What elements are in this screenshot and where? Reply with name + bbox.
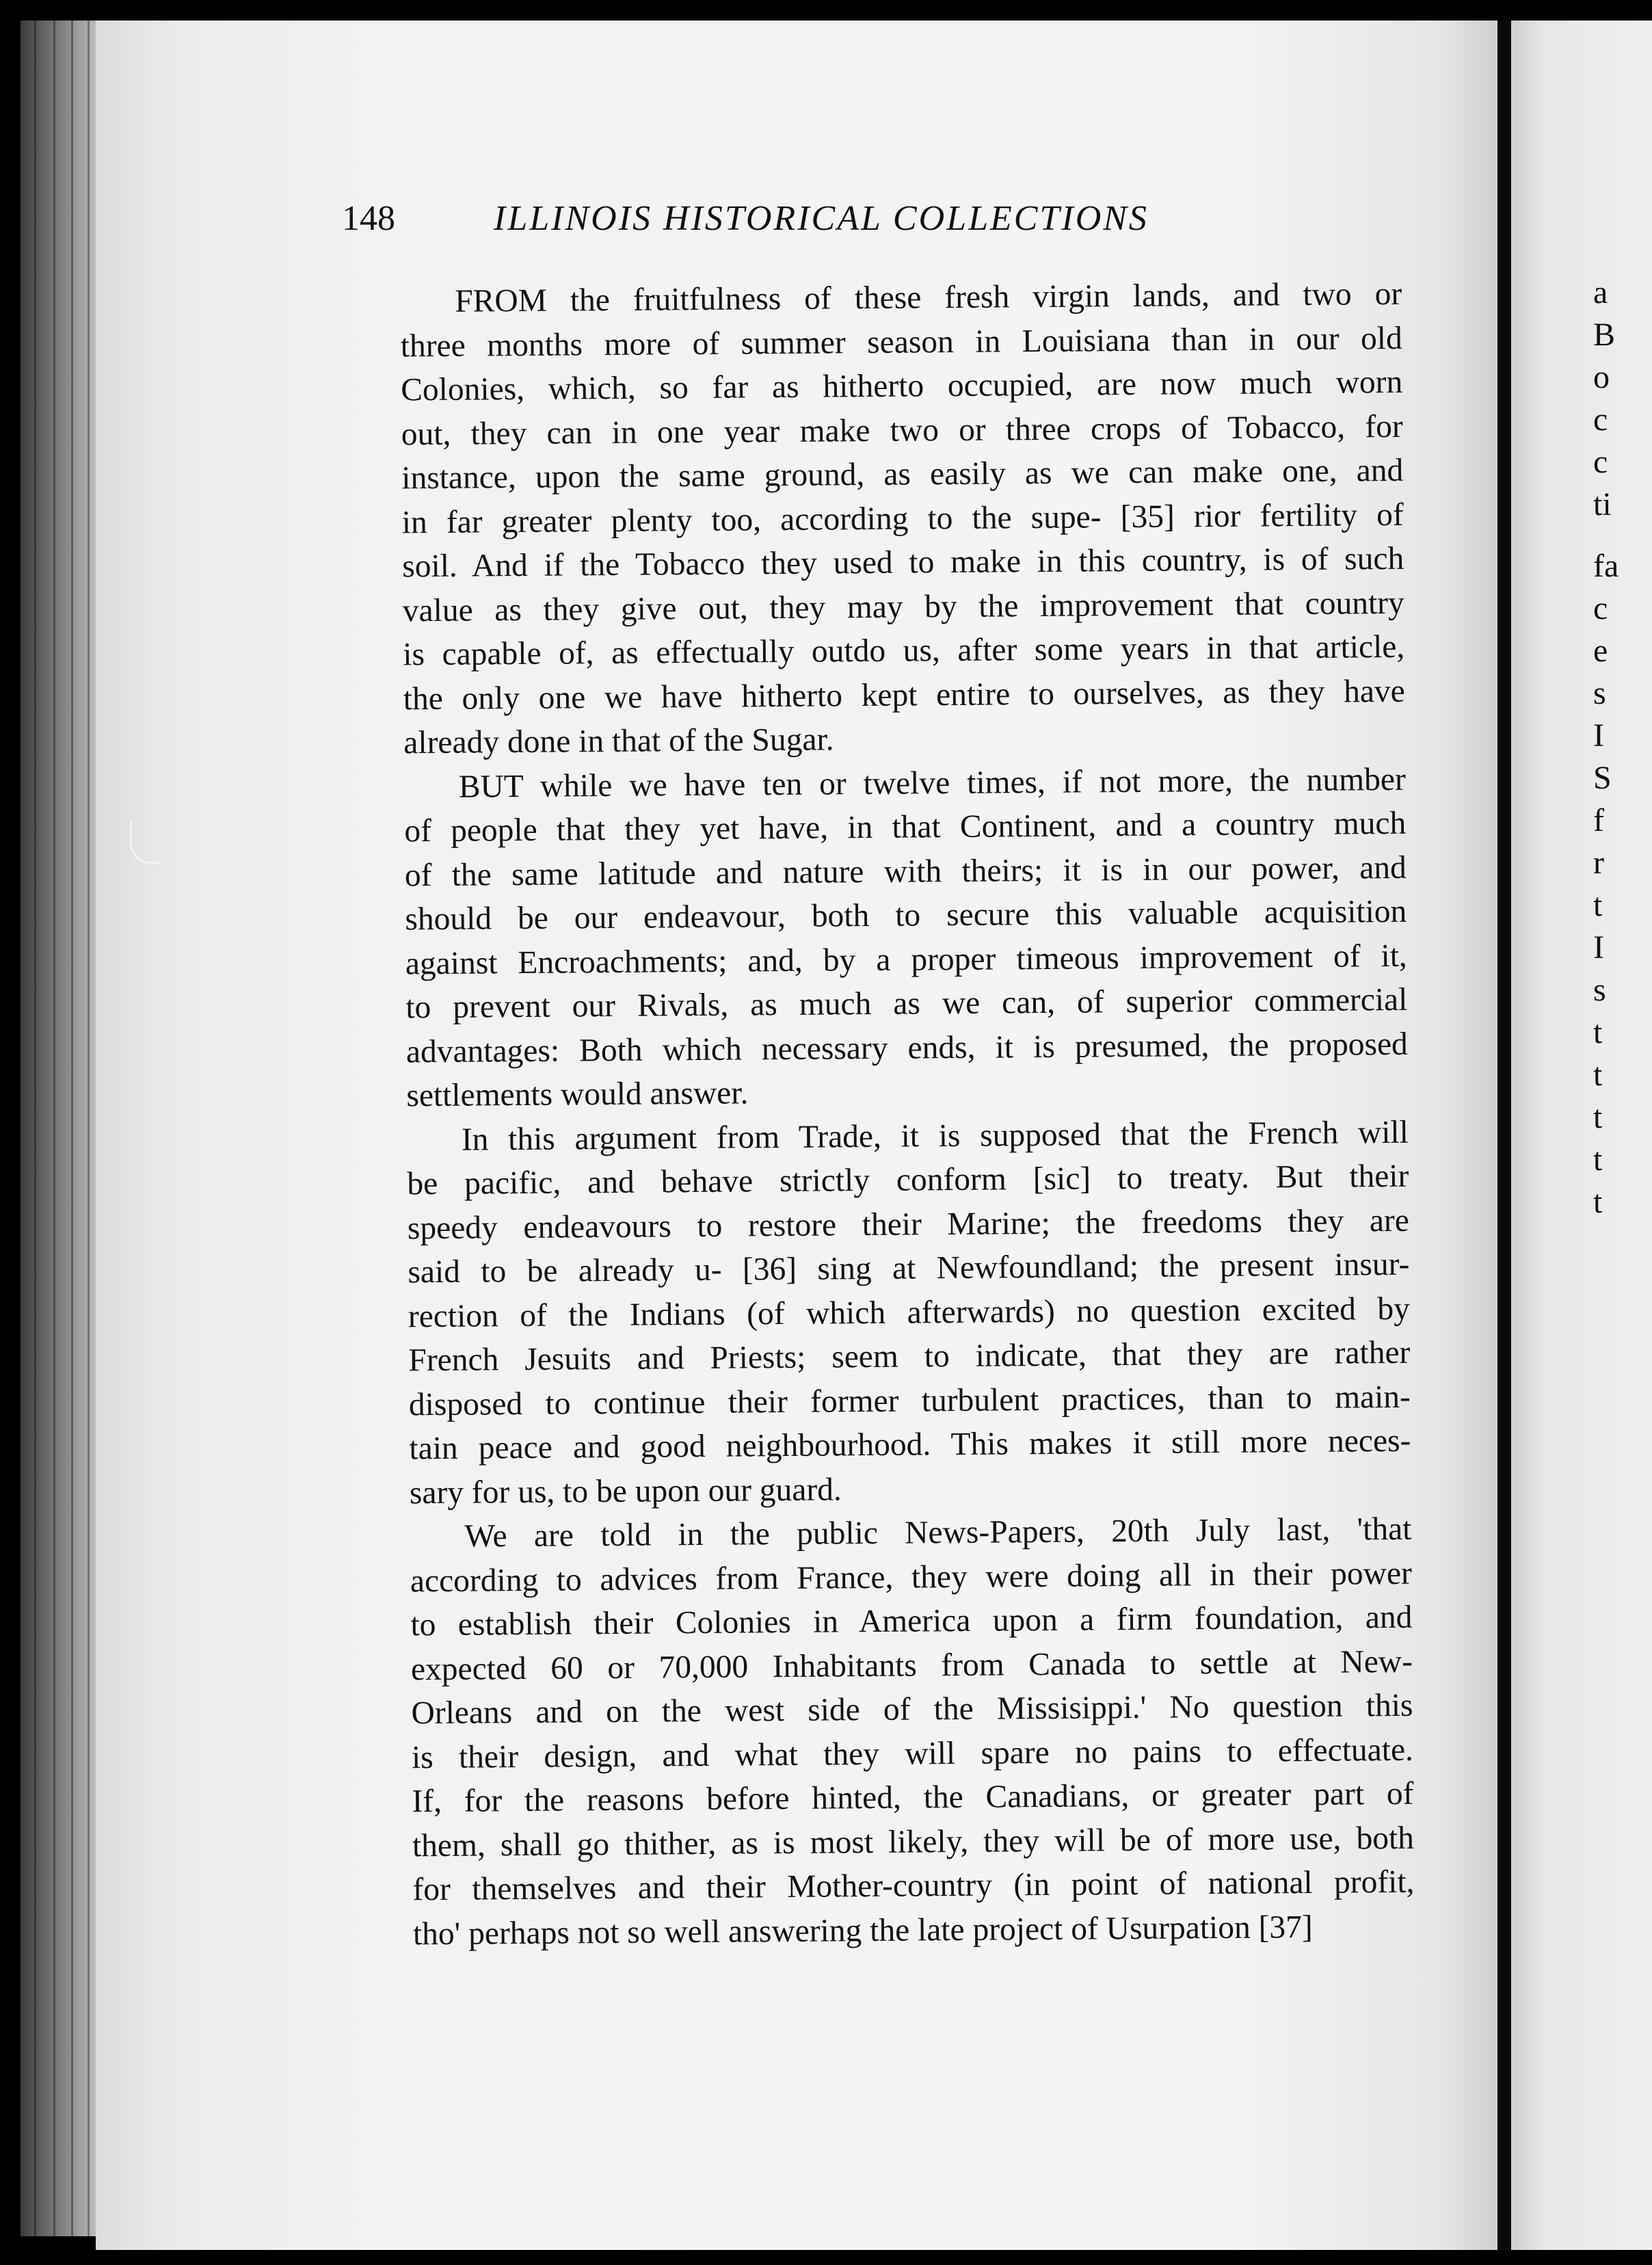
- adjacent-page-fragment: I: [1593, 717, 1604, 754]
- text-line: BUT while we have ten or twelve times, if not more, the number: [458, 761, 1406, 805]
- paragraph: [345, 272, 1406, 766]
- text-line: against Encroachments; and, by a proper timeous improvement of it,: [405, 938, 1408, 981]
- adjacent-page-fragment: f: [1593, 802, 1604, 838]
- running-head: ILLINOIS HISTORICAL COLLECTIONS: [494, 199, 1149, 238]
- text-line: should be our endeavour, both to secure this valuable acquisition: [405, 893, 1407, 938]
- text-line: expected 60 or 70,000 Inhabitants from Canada to settle at New-: [410, 1643, 1413, 1687]
- text-line: rection of the Indians (of which afterwards) no question excited by: [408, 1290, 1411, 1334]
- paragraph: [355, 1507, 1415, 1957]
- text-line: tain peace and good neighbourhood. This makes it still more neces-: [409, 1422, 1411, 1467]
- text-line: We are told in the public News-Papers, 20th July last, 'that: [464, 1511, 1412, 1554]
- text-line: advantages: Both which necessary ends, it is presumed, the proposed: [405, 1026, 1409, 1070]
- text-line: In this argument from Trade, it is supposed that the French will: [461, 1114, 1409, 1158]
- adjacent-page-fragment: ti: [1593, 486, 1612, 522]
- adjacent-page-fragment: e: [1593, 633, 1608, 669]
- adjacent-page: [1511, 21, 1652, 2250]
- text-line: disposed to continue their former turbulent practices, than to main-: [408, 1379, 1411, 1422]
- adjacent-page-fragment: t: [1593, 1184, 1603, 1220]
- adjacent-page-fragment: r: [1593, 845, 1604, 881]
- adjacent-page-fragment: c: [1593, 590, 1608, 626]
- paragraph: [349, 757, 1409, 1118]
- paragraph: [352, 1110, 1412, 1515]
- body-text: [345, 272, 1415, 1957]
- text-line: Colonies, which, so far as hitherto occupied, are now much worn: [401, 364, 1403, 408]
- text-line: soil. And if the Tobacco they used to make in this country, is of such: [402, 540, 1404, 585]
- adjacent-page-fragment: fa: [1593, 548, 1619, 584]
- adjacent-page-fragment: t: [1593, 1099, 1603, 1135]
- text-line: of people that they yet have, in that Continent, and a country much: [404, 805, 1407, 849]
- adjacent-page-fragment: B: [1593, 317, 1616, 353]
- text-line: sary for us, to be upon our guard.: [409, 1471, 842, 1511]
- adjacent-page-fragment: t: [1593, 1014, 1603, 1050]
- text-line: to prevent our Rivals, as much as we can, of superior commercial: [405, 981, 1408, 1026]
- text-line: three months more of summer season in Louisiana than in our old: [400, 320, 1402, 364]
- text-line: out, they can in one year make two or three crops of Tobacco, for: [401, 408, 1403, 452]
- text-line: value as they give out, they may by the improvement that country: [402, 585, 1404, 628]
- text-line: If, for the reasons before hinted, the Canadians, or greater part of: [412, 1775, 1414, 1820]
- text-line: Orleans and on the west side of the Missisippi.' No question this: [411, 1687, 1413, 1732]
- adjacent-page-fragment: c: [1593, 444, 1608, 480]
- text-line: already done in that of the Sugar.: [403, 721, 834, 761]
- text-line: according to advices from France, they were doing all in their power: [410, 1555, 1413, 1599]
- page-number: 148: [342, 199, 395, 238]
- adjacent-page-fragment: S: [1593, 760, 1612, 796]
- text-line: is their design, and what they will spare no pains to effectuate.: [411, 1732, 1414, 1775]
- adjacent-page-fragment: o: [1593, 359, 1610, 395]
- text-line: French Jesuits and Priests; seem to indicate, that they are rather: [408, 1334, 1411, 1379]
- text-line: FROM the fruitfulness of these fresh virgin lands, and two or: [455, 276, 1402, 319]
- text-line: speedy endeavours to restore their Marine; the freedoms they are: [407, 1202, 1410, 1246]
- text-line: instance, upon the same ground, as easily as we can make one, and: [401, 452, 1404, 496]
- adjacent-page-fragment: c: [1593, 401, 1608, 438]
- adjacent-page-fragment: t: [1593, 887, 1603, 923]
- text-line: of the same latitude and nature with theirs; it is in our power, and: [404, 849, 1407, 893]
- text-line: be pacific, and behave strictly conform [sic] to treaty. But their: [407, 1158, 1409, 1202]
- adjacent-page-fragment: s: [1593, 675, 1606, 711]
- adjacent-page-fragment: s: [1593, 972, 1606, 1008]
- text-line: is capable of, as effectually outdo us, after some years in that article,: [403, 628, 1405, 673]
- adjacent-page-fragment: t: [1593, 1057, 1603, 1093]
- text-line: them, shall go thither, as is most likely, they will be of more use, both: [412, 1820, 1415, 1864]
- text-line: in far greater plenty too, according to the supe- [35] rior fertility of: [401, 496, 1404, 540]
- adjacent-page-fragment: t: [1593, 1141, 1603, 1178]
- adjacent-page-fragment: a: [1593, 274, 1608, 310]
- book-gutter: [1497, 21, 1511, 2250]
- text-line: for themselves and their Mother-country (in point of national profit,: [412, 1864, 1415, 1908]
- text-line: to establish their Colonies in America upon a firm foundation, and: [410, 1599, 1413, 1643]
- adjacent-page-fragment: I: [1593, 929, 1604, 966]
- text-line: said to be already u- [36] sing at Newfoundland; the present insur-: [408, 1246, 1410, 1290]
- text-line: tho' perhaps not so well answering the late project of Usurpation [37]: [412, 1909, 1313, 1952]
- text-line: settlements would answer.: [406, 1075, 749, 1114]
- page-header: [342, 198, 1333, 246]
- text-line: the only one we have hitherto kept entire to ourselves, as they have: [403, 673, 1405, 717]
